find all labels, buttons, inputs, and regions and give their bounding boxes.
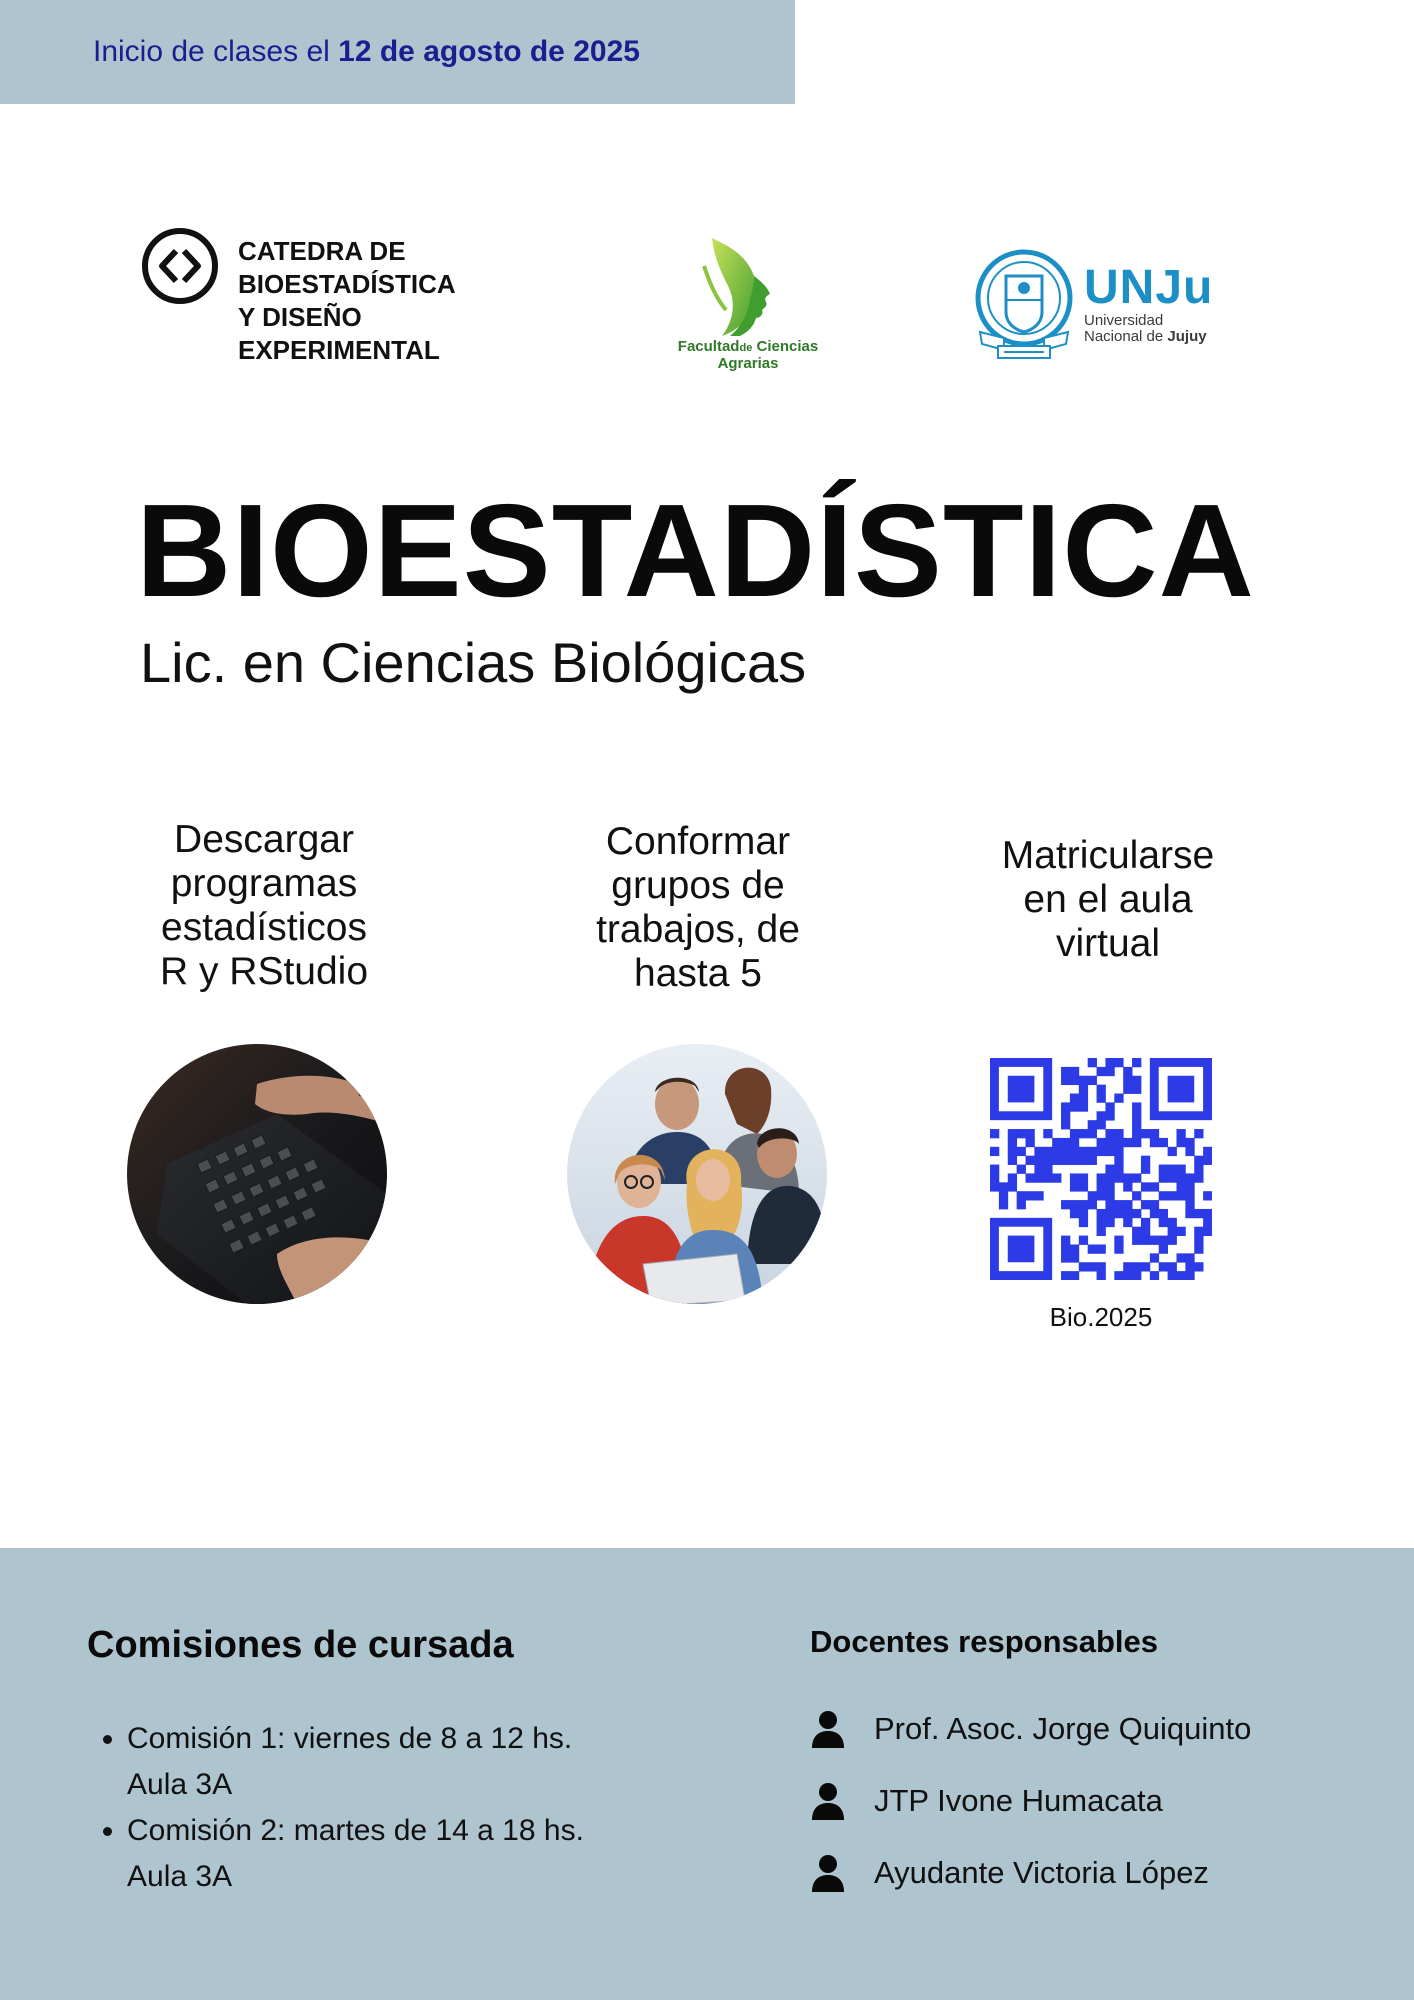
university-name xyxy=(1084,263,1213,345)
qr-code[interactable] xyxy=(990,1058,1212,1280)
faculty-logo xyxy=(676,236,820,376)
step-text-line: virtual xyxy=(1055,922,1161,965)
step-enroll-text xyxy=(948,834,1268,966)
start-date-text xyxy=(93,35,640,69)
university-acronym: UNJu xyxy=(1084,261,1214,314)
code-brackets-icon xyxy=(140,226,220,306)
step-download-text xyxy=(104,818,424,994)
catedra-name-line: BIOESTADÍSTICA xyxy=(238,269,456,299)
docente-name: JTP Ivone Humacata xyxy=(874,1783,1163,1818)
university-logo xyxy=(974,242,1213,366)
university-name-part: Nacional de xyxy=(1084,328,1168,345)
page-subtitle: Lic. en Ciencias Biológicas xyxy=(140,631,807,694)
step-text-line: Descargar xyxy=(174,818,354,861)
step-text-line: R y RStudio xyxy=(159,950,369,993)
catedra-name-line: Y DISEÑO xyxy=(238,302,362,332)
faculty-name-word: de xyxy=(739,342,753,354)
qr-caption: Bio.2025 xyxy=(1049,1302,1153,1332)
step-text-line: hasta 5 xyxy=(634,952,762,995)
person-icon xyxy=(810,1854,846,1892)
catedra-name-line: CATEDRA DE xyxy=(238,236,406,266)
page-title: BIOESTADÍSTICA xyxy=(136,477,1255,624)
start-date-prefix: Inicio de clases el xyxy=(93,35,339,68)
catedra-logo xyxy=(140,226,456,367)
docente-name: Ayudante Victoria López xyxy=(874,1855,1209,1890)
list-item: • Comisión 2: martes de 14 a 18 hs. Aula 3A xyxy=(127,1808,627,1900)
step-text-line: grupos de xyxy=(611,864,785,907)
start-date-banner xyxy=(0,0,795,104)
docente-row xyxy=(810,1710,1251,1748)
catedra-name-line: EXPERIMENTAL xyxy=(238,335,440,365)
docente-row xyxy=(810,1782,1163,1820)
faculty-name-line2 xyxy=(676,355,820,372)
step-text-line: programas xyxy=(170,862,358,905)
catedra-name xyxy=(238,235,456,367)
university-name-line: Universidad xyxy=(1084,312,1164,329)
list-item: • Comisión 1: viernes de 8 a 12 hs. Aula 3A xyxy=(127,1716,627,1808)
docente-row xyxy=(810,1854,1209,1892)
step-text-line: Matricularse xyxy=(1001,834,1215,877)
university-seal-icon xyxy=(974,242,1074,366)
step-text-line: trabajos, de xyxy=(596,908,800,951)
person-icon xyxy=(810,1782,846,1820)
faculty-name-word: Facultad xyxy=(677,338,740,355)
step-text-line: Conformar xyxy=(605,820,791,863)
docentes-heading: Docentes responsables xyxy=(810,1624,1159,1659)
comisiones-list xyxy=(87,1716,627,1900)
step-groups-text xyxy=(538,820,858,996)
students-group-photo xyxy=(567,1044,827,1304)
person-icon xyxy=(810,1710,846,1748)
university-name-part: Jujuy xyxy=(1167,328,1207,345)
faculty-name-word: Ciencias xyxy=(756,338,819,355)
step-text-line: estadísticos xyxy=(161,906,367,949)
step-text-line: en el aula xyxy=(1023,878,1193,921)
university-name-line xyxy=(1084,329,1213,345)
leaf-profile-icon xyxy=(676,236,820,341)
start-date-value: 12 de agosto de 2025 xyxy=(338,35,640,68)
faculty-name-word: Agrarias xyxy=(717,355,779,372)
keyboard-hands-photo xyxy=(127,1044,387,1304)
comisiones-heading: Comisiones de cursada xyxy=(87,1624,514,1666)
docente-name: Prof. Asoc. Jorge Quiquinto xyxy=(874,1711,1252,1746)
